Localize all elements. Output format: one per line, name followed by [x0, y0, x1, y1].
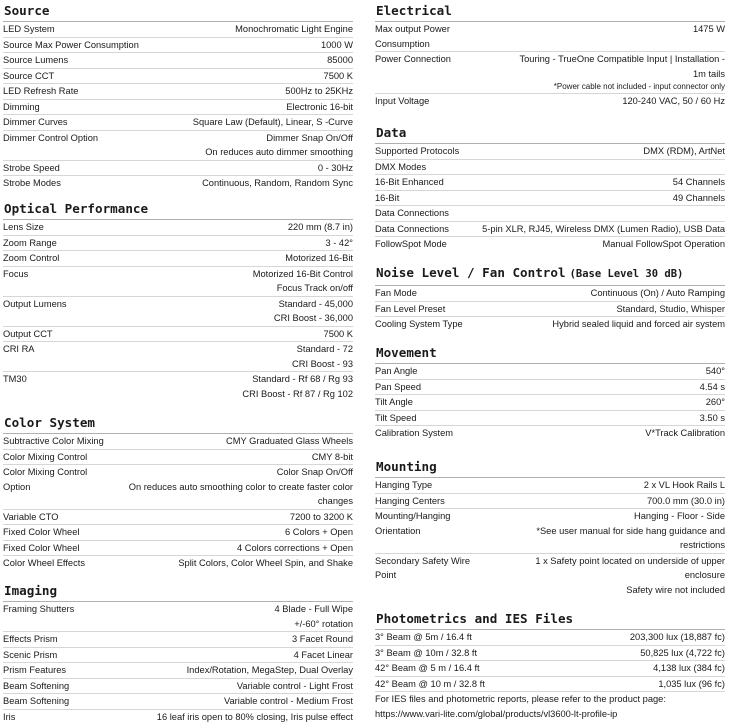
- spec-label: 3° Beam @ 10m / 32.8 ft: [375, 646, 483, 661]
- spec-row: [3, 38, 353, 54]
- spec-row: [375, 509, 725, 554]
- spec-label: Hanging Centers: [375, 494, 451, 509]
- spec-label: Max output Power Consumption: [375, 22, 481, 51]
- spec-row: [3, 632, 353, 648]
- spec-label: Power Connection: [375, 52, 457, 67]
- spec-row: [3, 525, 353, 541]
- section-title-text: Noise Level / Fan Control: [376, 265, 566, 280]
- spec-value: [61, 22, 353, 37]
- section-title: [375, 0, 725, 22]
- spec-row: [3, 236, 353, 252]
- spec-label: FollowSpot Mode: [375, 237, 453, 252]
- spec-row: [3, 69, 353, 85]
- spec-label: DMX Modes: [375, 160, 432, 175]
- section-title: [3, 580, 353, 602]
- spec-value-line: Safety wire not included: [491, 583, 725, 598]
- spec-value: [74, 115, 353, 130]
- spec-value-line: 0 - 30Hz: [66, 161, 353, 176]
- spec-value: [60, 69, 353, 84]
- spec-value: [64, 510, 353, 525]
- spec-row: [3, 694, 353, 710]
- spec-value-line: 4 Blade - Full Wipe: [80, 602, 353, 617]
- spec-value-line: Motorized 16-Bit: [65, 251, 353, 266]
- spec-value-line: Variable control - Light Frost: [75, 679, 353, 694]
- spec-row: [3, 710, 353, 724]
- spec-value: [65, 251, 353, 266]
- spec-value-line: restrictions: [481, 538, 725, 553]
- spec-value-line: V*Track Calibration: [459, 426, 725, 441]
- spec-value-line: 5-pin XLR, RJ45, Wireless DMX (Lumen Radio), USB Data: [455, 222, 725, 237]
- spec-value: [50, 220, 353, 235]
- spec-value: [75, 694, 353, 709]
- spec-value-line: On reduces auto dimmer smoothing: [104, 145, 353, 160]
- spec-label: Fixed Color Wheel: [3, 541, 85, 556]
- spec-row: [375, 426, 725, 441]
- section-movement: [375, 342, 725, 441]
- spec-value-line: enclosure: [491, 568, 725, 583]
- spec-value: [419, 395, 725, 410]
- spec-value-line: 1,035 lux (96 fc): [491, 677, 725, 692]
- spec-value-line: 50,825 lux (4,722 fc): [483, 646, 725, 661]
- spec-value: [91, 556, 353, 571]
- spec-value-line: CRI Boost - Rf 87 / Rg 102: [33, 387, 353, 402]
- spec-value: [59, 327, 353, 342]
- spec-label: Hanging Type: [375, 478, 438, 493]
- section-data: [375, 122, 725, 252]
- section-title-text: Imaging: [4, 583, 57, 598]
- section-optical-performance: [3, 198, 353, 401]
- spec-row: [3, 22, 353, 38]
- spec-value-line: 49 Channels: [405, 191, 725, 206]
- spec-label: Mounting/Hanging Orientation: [375, 509, 481, 538]
- spec-value: [491, 554, 725, 598]
- section-noise-level-fan-control: [375, 262, 725, 332]
- spec-value-line: 3 Facet Round: [64, 632, 353, 647]
- section-title: [375, 608, 725, 630]
- spec-value-line: Standard - 45,000: [73, 297, 353, 312]
- spec-row: [375, 630, 725, 646]
- spec-value: [469, 317, 725, 332]
- spec-value: [85, 541, 353, 556]
- spec-label: Tilt Speed: [375, 411, 423, 426]
- spec-value-line: 260°: [419, 395, 725, 410]
- spec-label: LED System: [3, 22, 61, 37]
- spec-value-line: Index/Rotation, MegaStep, Dual Overlay: [72, 663, 353, 678]
- spec-value-line: On reduces auto smoothing color to create faster color: [109, 480, 353, 495]
- spec-row: [3, 267, 353, 297]
- spec-row: [375, 395, 725, 411]
- spec-value-line: changes: [109, 494, 353, 509]
- spec-label: Iris: [3, 710, 21, 724]
- spec-label: Source Max Power Consumption: [3, 38, 145, 53]
- spec-row: [375, 191, 725, 207]
- spec-value-line: 203,300 lux (18,887 fc): [478, 630, 725, 645]
- section-title: [375, 262, 725, 286]
- spec-value: [423, 411, 725, 426]
- spec-value-line: 1475 W: [481, 22, 725, 37]
- spec-value: [465, 144, 725, 159]
- spec-value-line: Variable control - Medium Frost: [75, 694, 353, 709]
- section-title: [375, 122, 725, 144]
- spec-value: [455, 222, 725, 237]
- spec-value: [84, 84, 353, 99]
- spec-value-line: Electronic 16-bit: [46, 100, 353, 115]
- spec-value: [64, 632, 353, 647]
- spec-label: Color Mixing Control: [3, 450, 93, 465]
- spec-row: [375, 222, 725, 238]
- spec-value-line: CRI Boost - 93: [41, 357, 353, 372]
- spec-label: TM30: [3, 372, 33, 387]
- spec-value-line: 4 Facet Linear: [63, 648, 353, 663]
- spec-row: [3, 131, 353, 161]
- spec-value: [491, 677, 725, 692]
- spec-value: [423, 364, 725, 379]
- spec-label: 42° Beam @ 5 m / 16.4 ft: [375, 661, 486, 676]
- spec-row: [3, 648, 353, 664]
- spec-row: [375, 206, 725, 222]
- spec-value: [423, 286, 725, 301]
- section-title: [375, 456, 725, 478]
- spec-value: [459, 426, 725, 441]
- spec-value-line: 120-240 VAC, 50 / 60 Hz: [435, 94, 725, 109]
- spec-value: [66, 161, 353, 176]
- spec-value: [46, 100, 353, 115]
- spec-value-line: 500Hz to 25KHz: [84, 84, 353, 99]
- spec-label: Dimming: [3, 100, 46, 115]
- spec-row: [375, 494, 725, 510]
- spec-value: [450, 175, 725, 190]
- spec-row: [375, 302, 725, 318]
- spec-value-line: 1m tails: [457, 67, 725, 82]
- spec-row: [375, 175, 725, 191]
- spec-value-line: 3.50 s: [423, 411, 725, 426]
- spec-label: Subtractive Color Mixing: [3, 434, 110, 449]
- spec-value: [80, 602, 353, 631]
- spec-label: Input Voltage: [375, 94, 435, 109]
- spec-value: [41, 342, 353, 371]
- spec-value-line: 220 mm (8.7 in): [50, 220, 353, 235]
- spec-row: [375, 380, 725, 396]
- spec-label: Dimmer Curves: [3, 115, 74, 130]
- spec-row: [375, 478, 725, 494]
- spec-value: [481, 509, 725, 553]
- spec-value-line: 7500 K: [60, 69, 353, 84]
- spec-label: Tilt Angle: [375, 395, 419, 410]
- section-photometrics-and-ies-files: [375, 608, 725, 721]
- section-title: [375, 342, 725, 364]
- spec-label: 3° Beam @ 5m / 16.4 ft: [375, 630, 478, 645]
- spec-value-line: 700.0 mm (30.0 in): [451, 494, 725, 509]
- spec-value-line: 7500 K: [59, 327, 353, 342]
- spec-label: Variable CTO: [3, 510, 64, 525]
- spec-value-line: Standard - 72: [41, 342, 353, 357]
- spec-value: [110, 434, 353, 449]
- spec-label: Dimmer Control Option: [3, 131, 104, 146]
- spec-label: Focus: [3, 267, 34, 282]
- ies-footer-text: For IES files and photometric reports, please refer to the product page:: [375, 692, 725, 707]
- spec-row: [3, 342, 353, 372]
- section-mounting: [375, 456, 725, 597]
- spec-value: [438, 478, 725, 493]
- spec-label: Source Lumens: [3, 53, 74, 68]
- spec-row: [3, 372, 353, 401]
- spec-label: Data Connections: [375, 206, 455, 221]
- spec-row: [3, 53, 353, 69]
- spec-value: [483, 646, 725, 661]
- spec-value: [72, 663, 353, 678]
- spec-label: Calibration System: [375, 426, 459, 441]
- spec-row: [3, 679, 353, 695]
- spec-label: Scenic Prism: [3, 648, 63, 663]
- spec-row: [375, 411, 725, 427]
- spec-row: [3, 541, 353, 557]
- spec-value: [457, 52, 725, 93]
- spec-value-line: Standard - Rf 68 / Rg 93: [33, 372, 353, 387]
- spec-value: [451, 494, 725, 509]
- section-imaging: [3, 580, 353, 724]
- spec-value-line: CMY Graduated Glass Wheels: [110, 434, 353, 449]
- spec-value-line: Motorized 16-Bit Control: [34, 267, 353, 282]
- spec-label: 16-Bit Enhanced: [375, 175, 450, 190]
- spec-label: Supported Protocols: [375, 144, 465, 159]
- spec-label: Color Mixing Control Option: [3, 465, 109, 494]
- spec-value: [478, 630, 725, 645]
- spec-label: Effects Prism: [3, 632, 64, 647]
- spec-value-line: 16 leaf iris open to 80% closing, Iris pulse effect: [21, 710, 353, 724]
- spec-value: [486, 661, 725, 676]
- spec-value-line: DMX (RDM), ArtNet: [465, 144, 725, 159]
- spec-value-line: Hanging - Floor - Side: [481, 509, 725, 524]
- spec-value-line: 4,138 lux (384 fc): [486, 661, 725, 676]
- spec-label: Strobe Speed: [3, 161, 66, 176]
- section-color-system: [3, 412, 353, 571]
- section-title: [3, 412, 353, 434]
- spec-row: [3, 161, 353, 177]
- section-title-text: Data: [376, 125, 406, 140]
- section-source: [3, 0, 353, 191]
- spec-row: [3, 465, 353, 510]
- spec-row: [3, 251, 353, 267]
- spec-value-line: 1000 W: [145, 38, 353, 53]
- section-title-text: Optical Performance: [4, 201, 148, 216]
- spec-label: Fan Mode: [375, 286, 423, 301]
- spec-row: [375, 160, 725, 176]
- section-subtitle: (Base Level 30 dB): [570, 268, 684, 280]
- spec-row: [3, 327, 353, 343]
- spec-row: [3, 450, 353, 466]
- section-title-text: Photometrics and IES Files: [376, 611, 573, 626]
- spec-value: [63, 236, 353, 251]
- spec-value: [63, 648, 353, 663]
- section-electrical: [375, 0, 725, 109]
- spec-value-line: 2 x VL Hook Rails L: [438, 478, 725, 493]
- spec-label: Zoom Range: [3, 236, 63, 251]
- spec-row: [375, 661, 725, 677]
- section-title-text: Color System: [4, 415, 95, 430]
- spec-value: [85, 525, 353, 540]
- spec-label: Fixed Color Wheel: [3, 525, 85, 540]
- spec-label: Beam Softening: [3, 679, 75, 694]
- spec-row: [3, 84, 353, 100]
- spec-label: LED Refresh Rate: [3, 84, 84, 99]
- spec-row: [375, 677, 725, 693]
- spec-value-line: CMY 8-bit: [93, 450, 353, 465]
- spec-value-line: Focus Track on/off: [34, 281, 353, 296]
- spec-label: Data Connections: [375, 222, 455, 237]
- spec-value-line: Continuous (On) / Auto Ramping: [423, 286, 725, 301]
- spec-row: [375, 22, 725, 52]
- spec-value-line: 4 Colors corrections + Open: [85, 541, 353, 556]
- spec-value-line: Manual FollowSpot Operation: [453, 237, 725, 252]
- spec-label: Fan Level Preset: [375, 302, 451, 317]
- spec-value: [451, 302, 725, 317]
- spec-value: [435, 94, 725, 109]
- spec-label: Cooling System Type: [375, 317, 469, 332]
- spec-row: [375, 554, 725, 598]
- spec-value-line: 6 Colors + Open: [85, 525, 353, 540]
- spec-value-line: Split Colors, Color Wheel Spin, and Shake: [91, 556, 353, 571]
- spec-value: [21, 710, 353, 724]
- spec-row: [3, 510, 353, 526]
- spec-value-line: Touring - TrueOne Compatible Input | Installation -: [457, 52, 725, 67]
- spec-row: [3, 176, 353, 191]
- section-title-text: Source: [4, 3, 50, 18]
- spec-value-line: 7200 to 3200 K: [64, 510, 353, 525]
- spec-label: CRI RA: [3, 342, 41, 357]
- spec-row: [3, 602, 353, 632]
- spec-row: [3, 556, 353, 571]
- spec-value-line: *See user manual for side hang guidance and: [481, 524, 725, 539]
- spec-value: [93, 450, 353, 465]
- spec-label: 16-Bit: [375, 191, 405, 206]
- spec-row: [375, 364, 725, 380]
- spec-row: [375, 144, 725, 160]
- spec-label: Pan Angle: [375, 364, 423, 379]
- section-title-text: Electrical: [376, 3, 452, 18]
- spec-value-line: 85000: [74, 53, 353, 68]
- spec-value-line: Continuous, Random, Random Sync: [67, 176, 353, 191]
- spec-label: Zoom Control: [3, 251, 65, 266]
- spec-row: [375, 286, 725, 302]
- spec-value-line: 4.54 s: [427, 380, 725, 395]
- section-title: [3, 0, 353, 22]
- section-title-text: Mounting: [376, 459, 437, 474]
- spec-note: *Power cable not included - input connector only: [457, 81, 725, 93]
- section-title: [3, 198, 353, 220]
- spec-row: [3, 434, 353, 450]
- spec-value: [73, 297, 353, 326]
- spec-value-line: 1 x Safety point located on underside of upper: [491, 554, 725, 569]
- spec-label: Prism Features: [3, 663, 72, 678]
- spec-label: Output CCT: [3, 327, 59, 342]
- spec-row: [375, 52, 725, 94]
- spec-value-line: 540°: [423, 364, 725, 379]
- spec-label: Output Lumens: [3, 297, 73, 312]
- spec-label: Strobe Modes: [3, 176, 67, 191]
- product-page-link[interactable]: https://www.vari-lite.com/global/products/vl3600-lt-profile-ip: [375, 707, 725, 722]
- spec-value: [74, 53, 353, 68]
- spec-value: [33, 372, 353, 401]
- spec-value-line: 3 - 42°: [63, 236, 353, 251]
- spec-value: [67, 176, 353, 191]
- spec-value-line: Hybrid sealed liquid and forced air system: [469, 317, 725, 332]
- spec-value: [453, 237, 725, 252]
- spec-value-line: Color Snap On/Off: [109, 465, 353, 480]
- spec-label: Framing Shutters: [3, 602, 80, 617]
- spec-label: Color Wheel Effects: [3, 556, 91, 571]
- spec-value-line: CRI Boost - 36,000: [73, 311, 353, 326]
- spec-value: [405, 191, 725, 206]
- spec-label: Beam Softening: [3, 694, 75, 709]
- section-title-text: Movement: [376, 345, 437, 360]
- spec-label: Pan Speed: [375, 380, 427, 395]
- spec-label: 42° Beam @ 10 m / 32.8 ft: [375, 677, 491, 692]
- spec-value: [145, 38, 353, 53]
- spec-value: [481, 22, 725, 37]
- spec-row: [375, 94, 725, 109]
- spec-value-line: +/-60° rotation: [80, 617, 353, 632]
- spec-value-line: 54 Channels: [450, 175, 725, 190]
- spec-value-line: Standard, Studio, Whisper: [451, 302, 725, 317]
- spec-row: [3, 220, 353, 236]
- spec-label: Lens Size: [3, 220, 50, 235]
- spec-row: [3, 100, 353, 116]
- spec-value: [427, 380, 725, 395]
- spec-value-line: Square Law (Default), Linear, S -Curve: [74, 115, 353, 130]
- spec-row: [3, 663, 353, 679]
- spec-value-line: Dimmer Snap On/Off: [104, 131, 353, 146]
- spec-value: [109, 465, 353, 509]
- spec-value: [34, 267, 353, 296]
- spec-value: [104, 131, 353, 160]
- spec-row: [3, 297, 353, 327]
- spec-row: [375, 317, 725, 332]
- spec-label: Source CCT: [3, 69, 60, 84]
- spec-row: [375, 237, 725, 252]
- spec-label: Secondary Safety Wire Point: [375, 554, 491, 583]
- spec-value: [75, 679, 353, 694]
- spec-row: [375, 646, 725, 662]
- spec-row: [3, 115, 353, 131]
- spec-value-line: Monochromatic Light Engine: [61, 22, 353, 37]
